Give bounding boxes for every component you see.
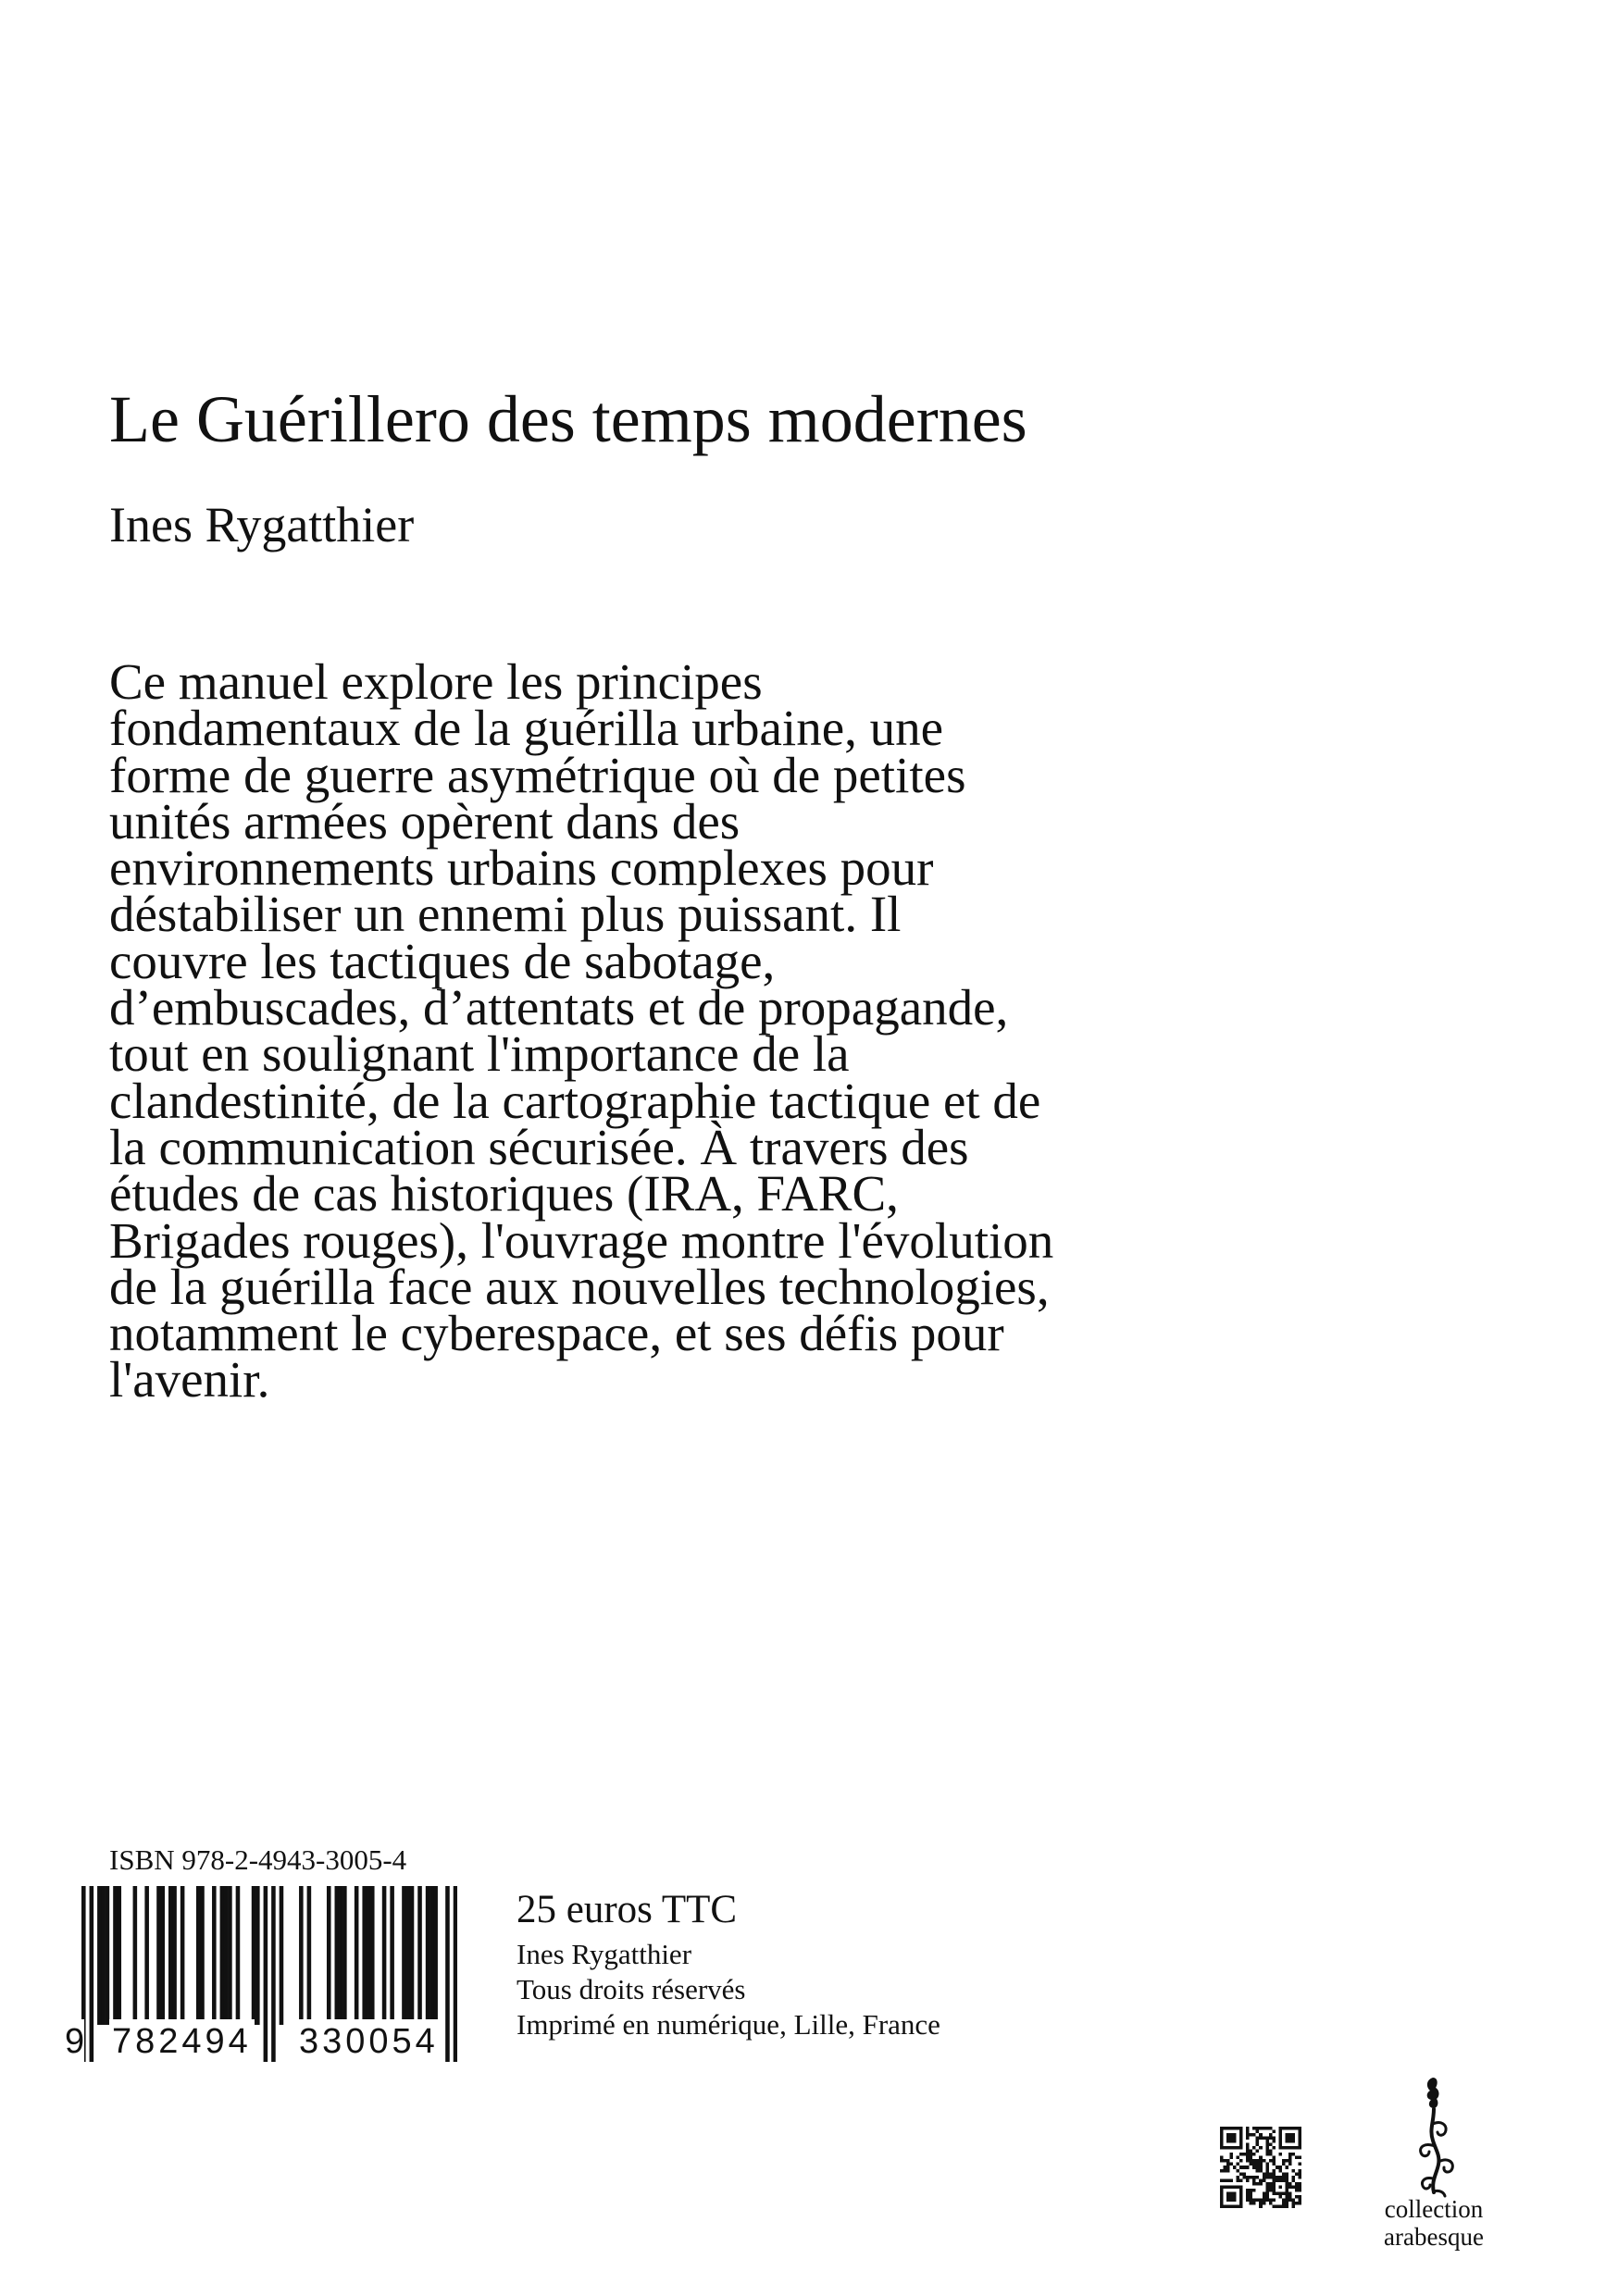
collection-line: collection <box>1384 2195 1484 2223</box>
summary-line: couvre les tactiques de sabotage, <box>109 932 776 989</box>
barcode-bar <box>156 1886 161 2025</box>
arabesque-plant-logo-icon <box>1396 2068 1479 2198</box>
barcode-bar <box>113 1886 118 2025</box>
collection-line: arabesque <box>1384 2223 1484 2251</box>
barcode-bar <box>196 1886 201 2025</box>
summary-line: déstabiliser un ennemi plus puissant. Il <box>109 886 902 943</box>
barcode-bar <box>339 1886 343 2025</box>
barcode-bar <box>433 1886 438 2025</box>
barcode-bar <box>228 1886 232 2025</box>
barcode-bar <box>212 1886 217 2025</box>
barcode-bar <box>117 1886 121 2025</box>
summary-line: fondamentaux de la guérilla urbaine, une <box>109 700 944 757</box>
barcode-bar <box>101 1886 106 2025</box>
summary-line: environnements urbains complexes pour <box>109 839 934 897</box>
barcode-bar <box>426 1886 430 2025</box>
summary-line: d’embuscades, d’attentats et de propagande, <box>109 979 1009 1036</box>
barcode-bar <box>200 1886 205 2025</box>
book-author: Ines Rygatthier <box>109 497 415 552</box>
summary-line: clandestinité, de la cartographie tactique et de <box>109 1072 1041 1129</box>
summary-line: de la guérilla face aux nouvelles technologies, <box>109 1258 1050 1315</box>
summary-line: études de cas historiques (IRA, FARC, <box>109 1165 899 1222</box>
barcode-bar <box>160 1886 165 2025</box>
barcode-bar <box>224 1886 229 2025</box>
barcode-bar <box>172 1886 177 2025</box>
isbn-label: ISBN 978-2-4943-3005-4 <box>109 1843 407 1876</box>
barcode-bar <box>402 1886 406 2025</box>
barcode-bar <box>307 1886 312 2025</box>
barcode-bar <box>355 1886 359 2025</box>
barcode-bar <box>255 1886 260 2025</box>
summary-line: tout en soulignant l'importance de la <box>109 1025 850 1083</box>
barcode-bar <box>220 1886 225 2025</box>
barcode-bar <box>168 1886 173 2025</box>
summary-line: Ce manuel explore les principes <box>109 653 763 710</box>
barcode-bar <box>370 1886 375 2025</box>
barcode-bar <box>133 1886 138 2025</box>
book-title: Le Guérillero des temps modernes <box>109 382 1027 456</box>
barcode-bar <box>236 1886 241 2025</box>
summary-line: la communication sécurisée. À travers des <box>109 1118 969 1175</box>
barcode-bar <box>417 1886 422 2025</box>
barcode-bar <box>342 1886 347 2025</box>
collection-name <box>1376 2195 1491 2251</box>
barcode-digit-first: 9 <box>65 2019 84 2064</box>
back-cover-summary <box>109 653 1266 1409</box>
barcode-bar <box>367 1886 371 2025</box>
barcode-digits <box>65 2019 454 2066</box>
qr-code-icon <box>1220 2127 1301 2208</box>
barcode-bar <box>382 1886 387 2025</box>
summary-line: Brigades rouges), l'ouvrage montre l'évolution <box>109 1211 1054 1269</box>
barcode-bar <box>180 1886 185 2025</box>
barcode-bar <box>410 1886 415 2025</box>
barcode-bar <box>299 1886 304 2025</box>
imprint-author: Ines Rygatthier <box>517 1938 692 1970</box>
barcode-digits-left: 782494 <box>109 2019 255 2064</box>
summary-line: unités armées opèrent dans des <box>109 792 741 850</box>
barcode-digits-right: 330054 <box>296 2019 442 2064</box>
barcode-bar <box>280 1886 284 2025</box>
summary-line: forme de guerre asymétrique où de petites <box>109 746 966 803</box>
barcode-bar <box>429 1886 434 2025</box>
barcode-bar <box>252 1886 256 2025</box>
barcode-bar <box>405 1886 410 2025</box>
imprint-rights: Tous droits réservés <box>517 1973 746 2005</box>
barcode-bar <box>454 1886 457 2062</box>
barcode-bar <box>97 1886 102 2025</box>
price: 25 euros TTC <box>517 1888 738 1931</box>
barcode-bar <box>327 1886 331 2025</box>
barcode-bar <box>390 1886 394 2025</box>
summary-line: notamment le cyberespace, et ses défis pour <box>109 1305 1004 1362</box>
barcode-bar <box>106 1886 110 2025</box>
barcode-bar <box>362 1886 367 2025</box>
barcode-bar <box>144 1886 149 2025</box>
barcode-bar <box>335 1886 340 2025</box>
imprint-printed: Imprimé en numérique, Lille, France <box>517 2008 940 2041</box>
summary-line: l'avenir. <box>109 1351 270 1409</box>
